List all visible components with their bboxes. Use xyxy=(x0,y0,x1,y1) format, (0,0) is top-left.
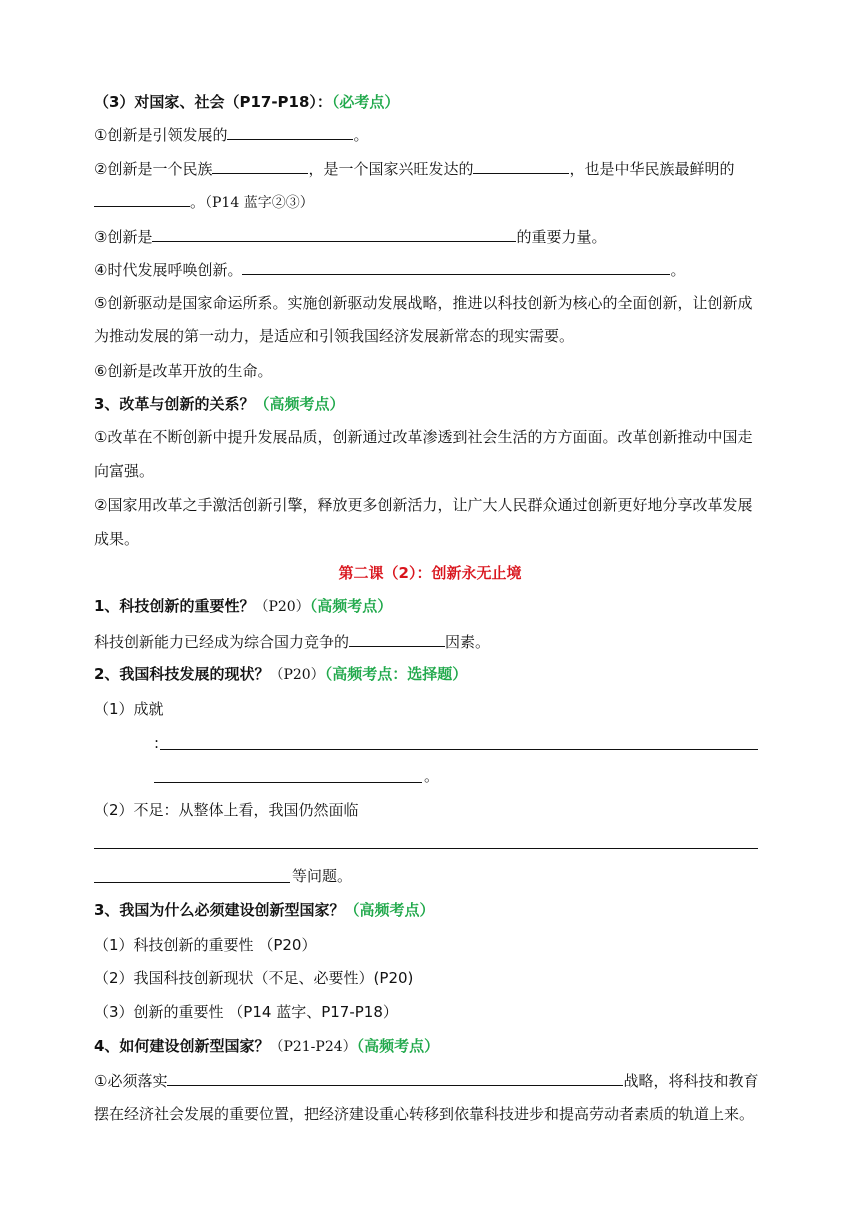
item-text: 战略，将科技和教育 xyxy=(623,1072,759,1090)
item-text: ①必须落实 xyxy=(94,1072,168,1090)
shortfall-end: 等问题。 xyxy=(292,867,353,885)
question-heading-reform xyxy=(94,394,344,414)
answer-1-line2: 向富强。 xyxy=(94,462,155,480)
item-3 xyxy=(94,226,606,247)
section-heading-nation-society xyxy=(94,92,399,112)
fill-blank[interactable] xyxy=(242,259,670,275)
heading-text: 1、科技创新的重要性？ xyxy=(94,597,255,615)
page-ref: （P20） xyxy=(254,599,310,615)
question-heading-why-innovate xyxy=(94,900,434,920)
item-5-line2: 为推动发展的第一动力，是适应和引领我国经济发展新常态的现实需要。 xyxy=(94,327,575,345)
item-text: ③创新是 xyxy=(94,228,153,246)
item-4 xyxy=(94,259,685,280)
heading-text: （3）对国家、社会 xyxy=(94,93,225,111)
heading-text: 3、我国为什么必须建设创新型国家？ xyxy=(94,901,345,919)
reason-1: （1）科技创新的重要性 （P20） xyxy=(94,936,317,954)
heading-text: 3、改革与创新的关系？ xyxy=(94,395,255,413)
answer-2-line2: 成果。 xyxy=(94,530,140,548)
exam-tag: （高频考点：选择题） xyxy=(324,665,468,683)
item-text: ④时代发展呼唤创新。 xyxy=(94,261,243,279)
fill-blank[interactable] xyxy=(227,124,353,140)
answer-line[interactable] xyxy=(94,848,758,849)
exam-tag: （高频考点） xyxy=(254,395,345,413)
fill-blank[interactable] xyxy=(473,158,569,174)
item-5-line1: ⑤创新驱动是国家命运所系。实施创新驱动发展战略，推进以科技创新为核心的全面创新，让创新成 xyxy=(94,294,753,312)
answer-2-line1: ②国家用改革之手激活创新引擎，释放更多创新活力，让广大人民群众通过创新更好地分享改革发展 xyxy=(94,496,753,514)
exam-tag: （高频考点） xyxy=(356,1037,440,1055)
item-text: 的重要力量。 xyxy=(516,228,607,246)
item-punct: 。 xyxy=(670,261,686,279)
answer-line[interactable] xyxy=(154,782,422,783)
achievement-label: （1）成就 xyxy=(94,700,164,718)
item-text: 因素。 xyxy=(445,633,491,651)
question-heading-tech-status xyxy=(94,664,467,685)
page-ref: （P21-P24） xyxy=(269,1039,357,1055)
question-heading-tech-importance xyxy=(94,596,392,617)
answer-line[interactable] xyxy=(94,882,290,883)
answer-line[interactable] xyxy=(160,749,758,750)
reason-2: （2）我国科技创新现状（不足、必要性）(P20) xyxy=(94,969,414,987)
item-punct: 。 xyxy=(190,193,206,211)
item-text: ②创新是一个民族 xyxy=(94,160,213,178)
fill-blank[interactable] xyxy=(167,1070,623,1086)
item-1 xyxy=(94,124,368,145)
fill-blank[interactable] xyxy=(152,226,516,242)
reason-3: （3）创新的重要性 （P14 蓝字、P17-P18） xyxy=(94,1003,398,1021)
shortfall-label: （2）不足：从整体上看，我国仍然面临 xyxy=(94,801,359,819)
how-build-item-1-cont: 摆在经济社会发展的重要位置，把经济建设重心转移到依靠科技进步和提高劳动者素质的轨道上来。 xyxy=(94,1105,755,1123)
exam-tag: （必考点） xyxy=(331,93,400,111)
item-text: ①创新是引领发展的 xyxy=(94,126,228,144)
page-ref: （P17-P18）： xyxy=(224,93,332,111)
page-ref: （P14 蓝字②③） xyxy=(205,195,314,211)
page-ref: （P20） xyxy=(269,667,325,683)
answer-1-line1: ①改革在不断创新中提升发展品质，创新通过改革渗透到社会生活的方方面面。改革创新推动中国走 xyxy=(94,428,753,446)
item-punct: 。 xyxy=(353,126,369,144)
fill-blank[interactable] xyxy=(94,191,190,207)
item-text: 科技创新能力已经成为综合国力竞争的 xyxy=(94,633,350,651)
item-2-cont xyxy=(94,191,314,213)
tech-importance-text xyxy=(94,631,490,652)
how-build-item-1 xyxy=(94,1070,758,1091)
fill-blank[interactable] xyxy=(212,158,308,174)
exam-tag: （高频考点） xyxy=(309,597,393,615)
item-2 xyxy=(94,158,734,179)
heading-text: 4、如何建设创新型国家？ xyxy=(94,1037,270,1055)
lesson-title: 第二课（2）：创新永无止境 xyxy=(338,564,522,582)
item-6: ⑥创新是改革开放的生命。 xyxy=(94,362,273,380)
item-text: ，也是中华民族最鲜明的 xyxy=(569,160,735,178)
item-text: ，是一个国家兴旺发达的 xyxy=(308,160,474,178)
question-heading-how-build xyxy=(94,1036,439,1057)
heading-text: 2、我国科技发展的现状？ xyxy=(94,665,270,683)
fill-blank[interactable] xyxy=(349,631,445,647)
achievement-end: 。 xyxy=(424,767,440,785)
achievement-colon: : xyxy=(154,734,160,752)
exam-tag: （高频考点） xyxy=(344,901,435,919)
